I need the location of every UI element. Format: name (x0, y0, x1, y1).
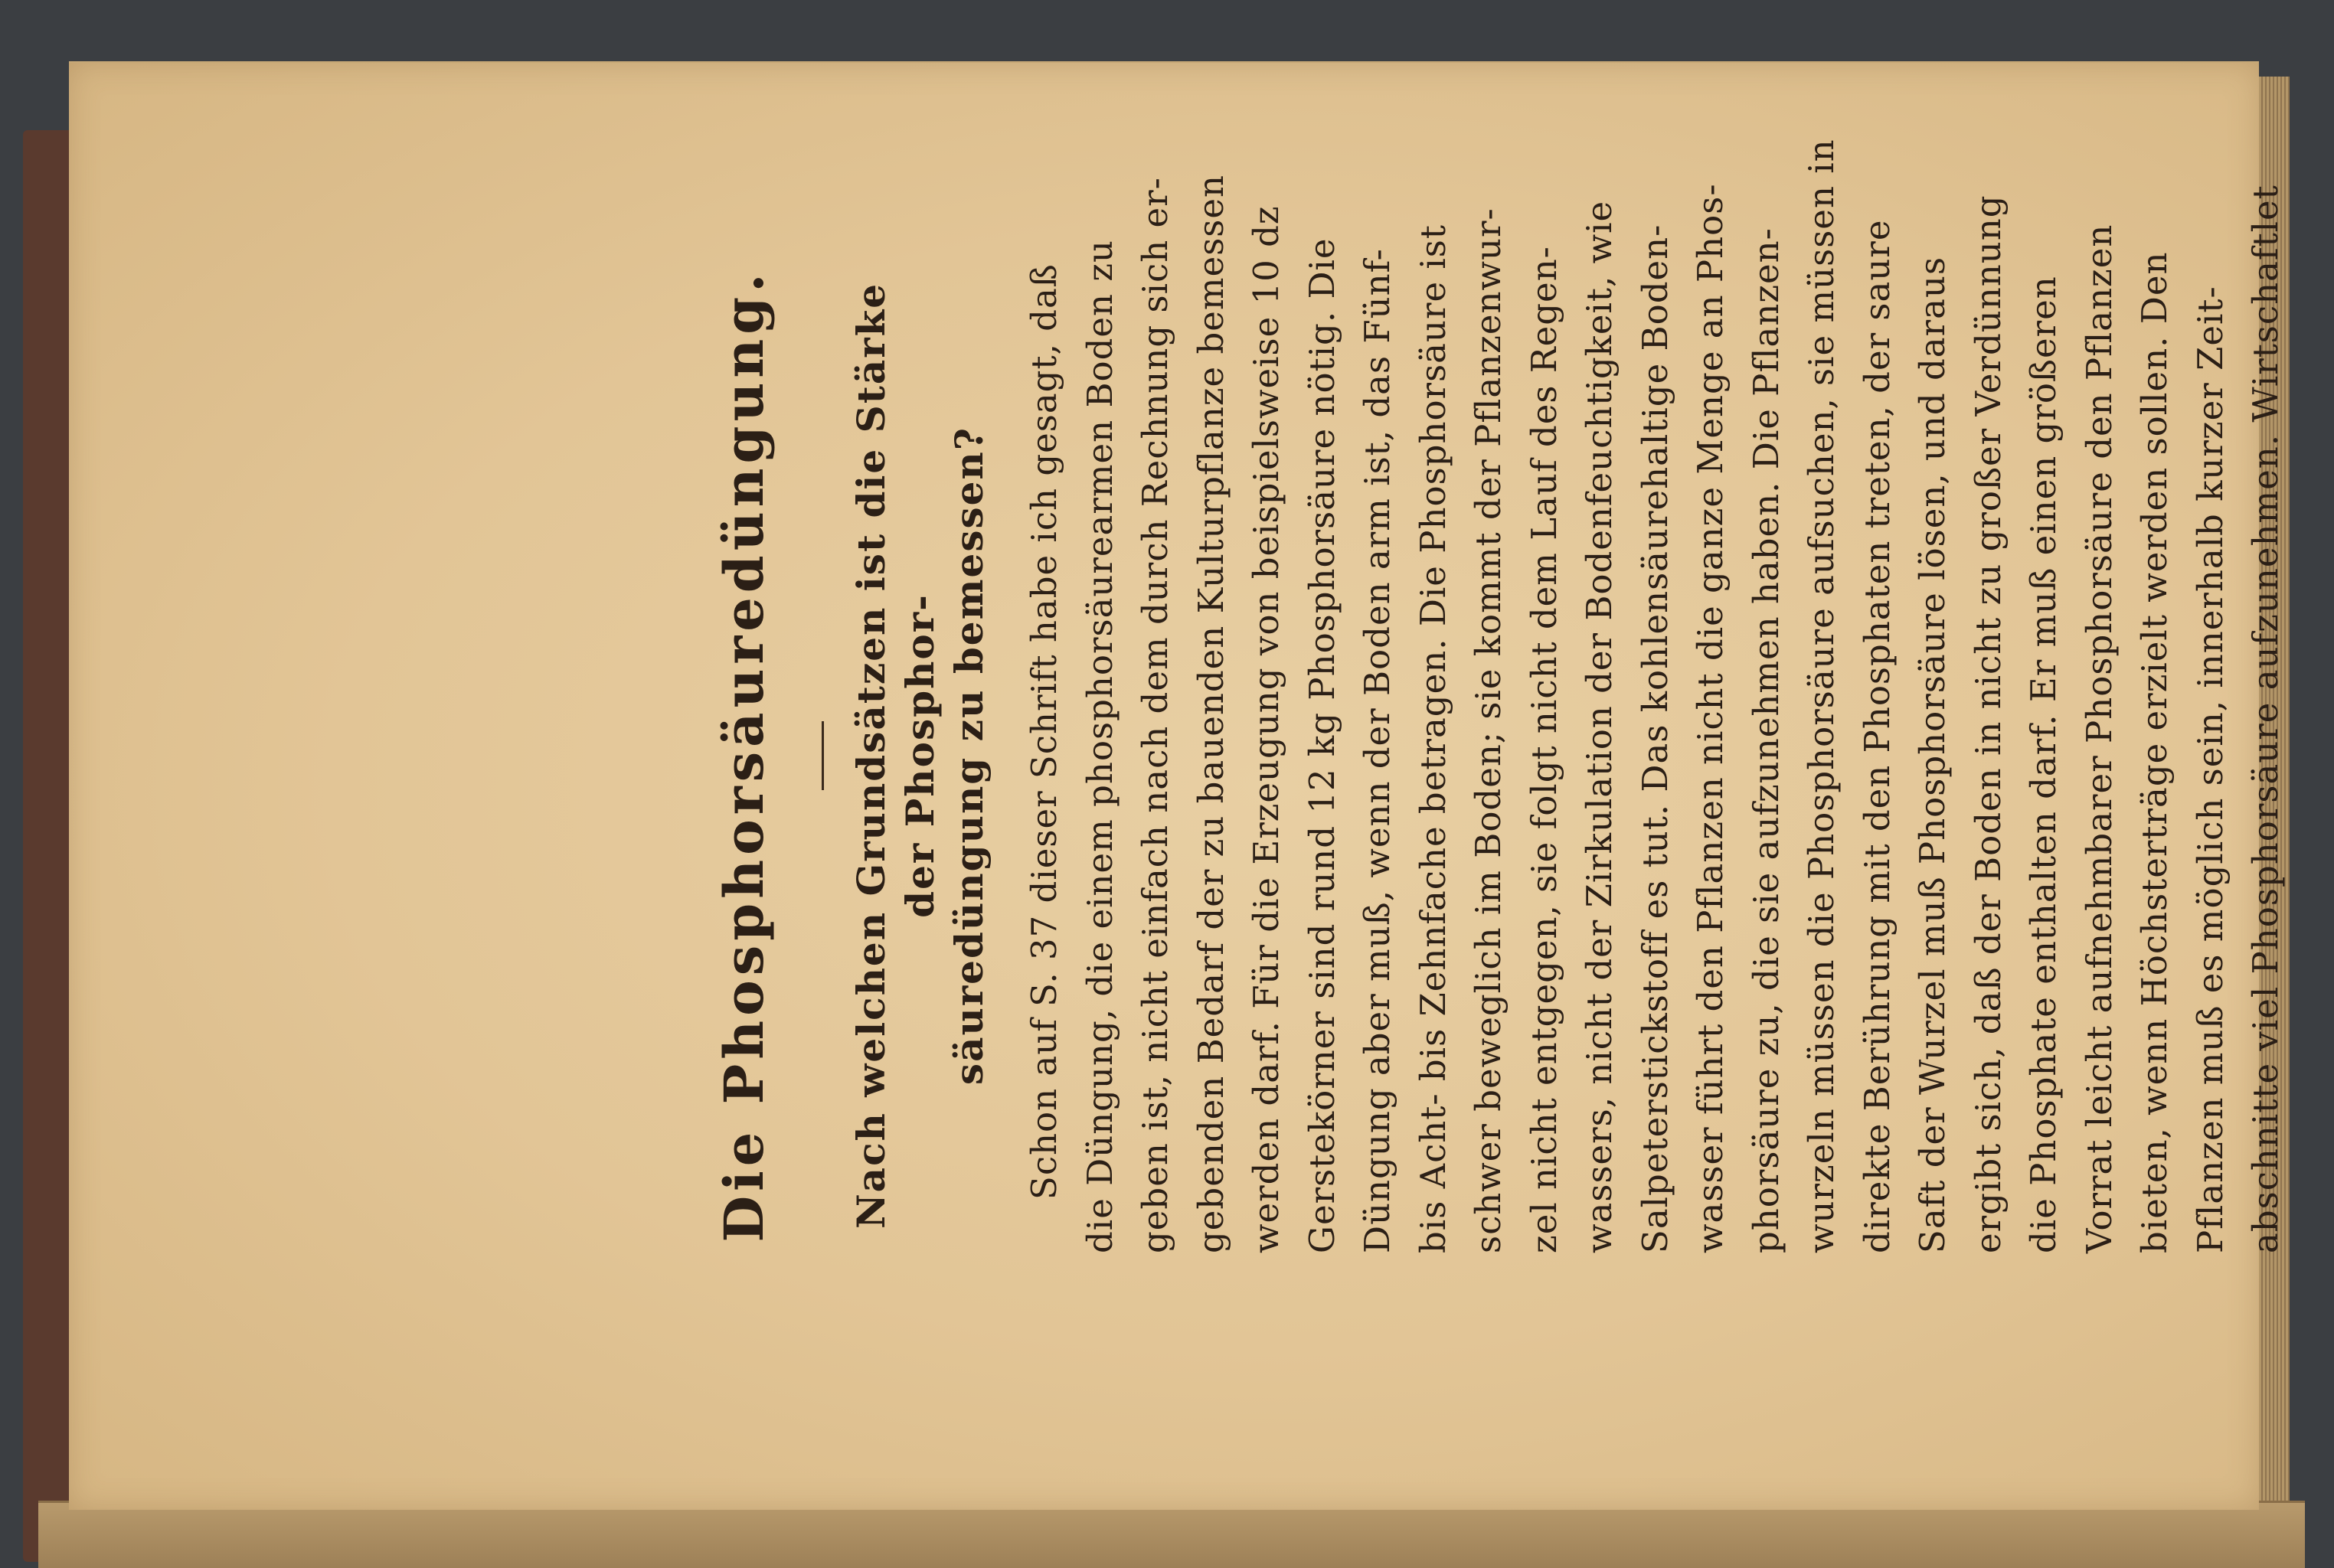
body-line: die Phosphate enthalten darf. Er muß einen größeren (2023, 276, 2064, 1253)
body-line: bieten, wenn Höchsterträge erzielt werden sollen. Den (2134, 251, 2175, 1253)
body-line: Düngung aber muß, wenn der Boden arm ist, das Fünf- (1357, 248, 1397, 1253)
page-stack (38, 1501, 2305, 1568)
body-text (1017, 139, 2294, 1253)
body-line: geben ist, nicht einfach nach dem durch Rechnung sich er- (1135, 177, 1175, 1253)
book-page (69, 61, 2286, 1510)
body-line: wurzeln müssen die Phosphorsäure aufsuchen, sie müssen in (1801, 139, 1842, 1253)
body-line: die Düngung, die einem phosphorsäurearmen Boden zu (1079, 239, 1120, 1253)
book-cover-edge (23, 130, 69, 1562)
body-line: werden darf. Für die Erzeugung von beispielsweise 10 dz (1246, 205, 1286, 1253)
body-line: Salpeterstickstoff es tut. Das kohlensäurehaltige Boden- (1634, 224, 1675, 1253)
question-line: säuredüngung zu bemessen? (946, 426, 992, 1086)
section-question (847, 258, 994, 1253)
body-line: schwer beweglich im Boden; sie kommt der Pflanzenwur- (1468, 207, 1509, 1253)
chapter-title: Die Phosphorsäuredüngung. (712, 269, 776, 1243)
body-line: gebenden Bedarf der zu bauenden Kulturpflanze bemessen (1190, 174, 1231, 1253)
body-line: wasser führt den Pflanzen nicht die ganze Menge an Phos- (1690, 183, 1731, 1253)
body-line: abschnitte viel Phosphorsäure aufzunehmen. Wirtschaftlet (2245, 185, 2286, 1253)
body-line: bis Acht- bis Zehnfache betragen. Die Phosphorsäure ist (1412, 224, 1453, 1253)
body-line: phorsäure zu, die sie aufzunehmen haben. Die Pflanzen- (1745, 227, 1786, 1253)
body-line: zel nicht entgegen, sie folgt nicht dem Lauf des Regen- (1523, 246, 1564, 1253)
body-line: Gerstekörner sind rund 12 kg Phosphorsäure nötig. Die (1301, 237, 1342, 1253)
body-line: Vorrat leicht aufnehmbarer Phosphorsäure den Pflanzen (2078, 224, 2120, 1253)
page-content (253, 139, 2286, 1406)
body-line: direkte Berührung mit den Phosphaten treten, der saure (1856, 219, 1898, 1253)
body-line: Pflanzen muß es möglich sein, innerhalb kurzer Zeit- (2189, 286, 2231, 1253)
body-line: Saft der Wurzel muß Phosphorsäure lösen, und daraus (1912, 256, 1953, 1253)
title-rule (822, 721, 824, 790)
body-line: ergibt sich, daß der Boden in nicht zu großer Verdünnung (1967, 194, 2009, 1253)
question-line: Nach welchen Grundsätzen ist die Stärke der Phosphor- (848, 282, 943, 1230)
body-line: wassers, nicht der Zirkulation der Bodenfeuchtigkeit, wie (1579, 200, 1620, 1253)
body-line: Schon auf S. 37 dieser Schrift habe ich gesagt, daß (1024, 263, 1064, 1200)
